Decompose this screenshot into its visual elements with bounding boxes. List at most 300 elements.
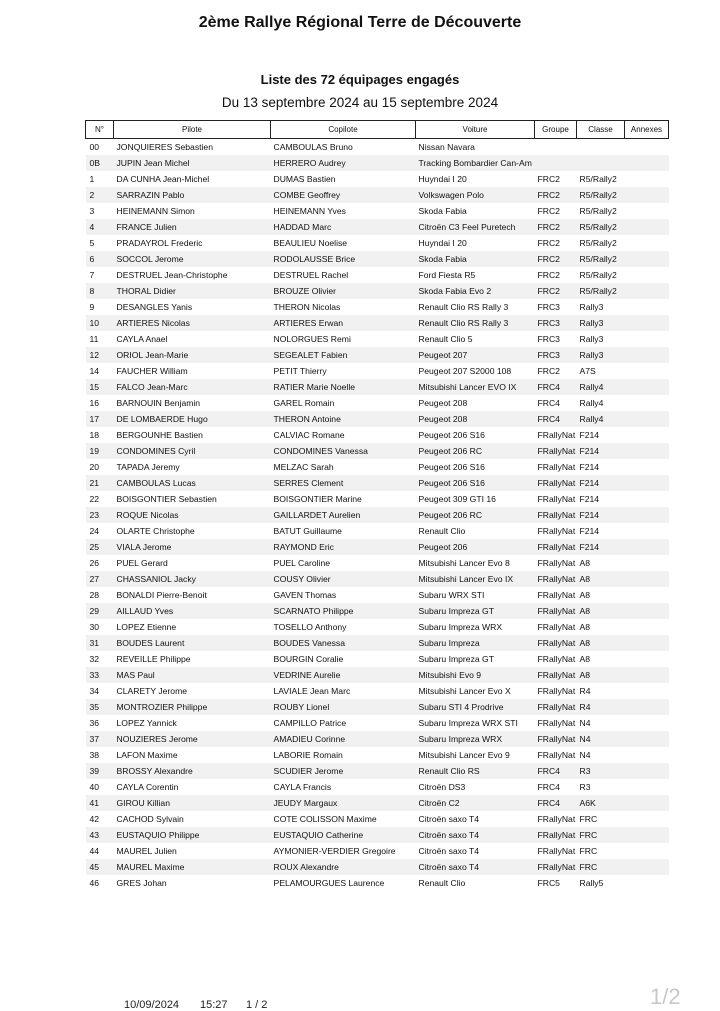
col-number-cell: 42 [89, 814, 100, 824]
col-class-cell [577, 155, 625, 171]
col-pilot-cell: BERGOUNHE Bastien [116, 430, 203, 440]
col-class-cell: A8 [577, 571, 625, 587]
col-class-cell: N4 [577, 731, 625, 747]
col-car-cell: Citroën DS3 [418, 782, 466, 792]
col-copilot-cell: RAYMOND Eric [271, 539, 416, 555]
col-annexes-cell [625, 283, 669, 299]
document-subtitle: Liste des 72 équipages engagés [260, 72, 460, 87]
col-car-cell: Peugeot 309 GTI 16 [418, 494, 496, 504]
table-row [86, 363, 669, 379]
col-annexes-cell [625, 603, 669, 619]
col-class-cell: Rally3 [579, 302, 604, 312]
col-annexes-header: Annexes [625, 121, 669, 139]
col-group-cell: FRallyNat [537, 622, 576, 632]
col-number-cell: 15 [86, 379, 114, 395]
col-copilot-cell: DUMAS Bastien [273, 174, 336, 184]
table-row [86, 555, 669, 571]
col-number-cell: 25 [86, 539, 114, 555]
table-row [86, 699, 669, 715]
col-class-cell: A6K [577, 795, 625, 811]
col-car-cell: Mitsubishi Lancer EVO IX [416, 379, 535, 395]
col-pilot-cell: JUPIN Jean Michel [114, 155, 271, 171]
col-number-cell: 39 [86, 763, 114, 779]
col-number-cell: 29 [86, 603, 114, 619]
table-row [86, 875, 669, 891]
col-number-cell: 6 [86, 251, 114, 267]
col-annexes-cell [625, 507, 669, 523]
col-class-cell: Rally4 [579, 398, 604, 408]
col-class-cell: R5/Rally2 [579, 270, 617, 280]
col-car-cell: Subaru Impreza GT [418, 654, 494, 664]
col-pilot-cell: DESTRUEL Jean-Christophe [116, 270, 228, 280]
col-annexes-cell [625, 523, 669, 539]
col-annexes-cell [625, 619, 669, 635]
col-number-cell: 2 [86, 187, 114, 203]
col-number-cell: 31 [86, 635, 114, 651]
col-annexes-cell [625, 875, 669, 891]
col-group-cell: FRallyNat [535, 571, 577, 587]
col-pilot-cell: SARRAZIN Pablo [114, 187, 271, 203]
col-number-cell: 24 [89, 526, 100, 536]
col-pilot-cell: FAUCHER William [116, 366, 188, 376]
col-annexes-cell [625, 683, 669, 699]
col-number-cell: 46 [89, 878, 100, 888]
col-pilot-cell: MAUREL Maxime [114, 859, 271, 875]
col-pilot-header: Pilote [114, 121, 271, 139]
col-number-cell: 22 [89, 494, 100, 504]
col-class-cell: A7S [579, 366, 596, 376]
col-group-cell: FRallyNat [537, 750, 576, 760]
col-group-cell: FRallyNat [535, 603, 577, 619]
col-annexes-cell [625, 379, 669, 395]
col-car-cell: Ford Fiesta R5 [418, 270, 476, 280]
col-group-cell: FRallyNat [537, 686, 576, 696]
table-row [86, 747, 669, 763]
col-annexes-cell [625, 139, 669, 156]
col-number-cell: 34 [89, 686, 100, 696]
col-pilot-cell: PRADAYROL Frederic [116, 238, 203, 248]
col-pilot-cell: FRANCE Julien [114, 219, 271, 235]
col-number-cell: 10 [86, 315, 114, 331]
col-annexes-cell [625, 475, 669, 491]
col-number-cell: 1 [89, 174, 95, 184]
col-pilot-cell: REVEILLE Philippe [116, 654, 191, 664]
col-number-cell: 23 [86, 507, 114, 523]
col-pilot-cell: HEINEMANN Simon [116, 206, 195, 216]
col-class-cell: FRC [579, 846, 598, 856]
entry-list-table [85, 120, 669, 891]
table-row [86, 619, 669, 635]
col-class-cell: F214 [577, 539, 625, 555]
col-pilot-cell: VIALA Jerome [114, 539, 271, 555]
col-annexes-cell [625, 187, 669, 203]
col-group-cell: FRC2 [537, 366, 560, 376]
col-pilot-cell: CAYLA Corentin [116, 782, 179, 792]
col-class-cell: A8 [577, 667, 625, 683]
col-class-cell: R5/Rally2 [577, 251, 625, 267]
col-pilot-cell: CHASSANIOL Jacky [114, 571, 271, 587]
col-pilot-cell: GIROU Killian [114, 795, 271, 811]
table-row [86, 763, 669, 779]
table-row [86, 507, 669, 523]
col-car-cell: Mitsubishi Lancer Evo 9 [418, 750, 510, 760]
col-pilot-cell: MAUREL Julien [116, 846, 177, 856]
table-row [86, 267, 669, 283]
col-copilot-cell: HEINEMANN Yves [273, 206, 346, 216]
col-annexes-cell [625, 203, 669, 219]
table-row [86, 427, 669, 443]
col-annexes-cell [625, 235, 669, 251]
table-row [86, 443, 669, 459]
col-group-cell: FRC2 [535, 251, 577, 267]
table-row [86, 203, 669, 219]
col-class-cell: Rally4 [577, 411, 625, 427]
table-row [86, 139, 669, 156]
col-car-cell: Renault Clio RS Rally 3 [416, 315, 535, 331]
col-annexes-cell [625, 411, 669, 427]
col-group-cell: FRallyNat [535, 443, 577, 459]
col-copilot-cell: BOISGONTIER Marine [273, 494, 362, 504]
table-row [86, 683, 669, 699]
col-class-cell: FRC [577, 859, 625, 875]
col-number-cell: 35 [86, 699, 114, 715]
col-car-cell: Peugeot 208 [416, 411, 535, 427]
col-pilot-cell: TAPADA Jeremy [116, 462, 180, 472]
col-group-cell: FRC3 [535, 315, 577, 331]
table-row [86, 155, 669, 171]
col-group-cell: FRC4 [537, 398, 560, 408]
col-class-cell: F214 [579, 494, 600, 504]
col-number-cell: 19 [86, 443, 114, 459]
col-car-cell: Peugeot 207 S2000 108 [418, 366, 512, 376]
col-class-cell: R5/Rally2 [579, 206, 617, 216]
col-annexes-cell [625, 779, 669, 795]
col-pilot-cell: BONALDI Pierre-Benoit [116, 590, 207, 600]
table-row [86, 827, 669, 843]
col-car-cell: Mitsubishi Lancer Evo IX [416, 571, 535, 587]
col-car-cell: Volkswagen Polo [416, 187, 535, 203]
col-group-cell: FRallyNat [537, 558, 576, 568]
col-car-cell: Subaru Impreza WRX STI [418, 718, 518, 728]
date-range: Du 13 septembre 2024 au 15 septembre 2024 [221, 95, 499, 110]
col-group-cell: FRallyNat [537, 494, 576, 504]
footer-time: 15:27 [200, 999, 228, 1011]
table-row [86, 187, 669, 203]
col-number-cell: 12 [86, 347, 114, 363]
col-group-cell: FRallyNat [537, 526, 576, 536]
col-pilot-cell: JONQUIERES Sebastien [116, 142, 213, 152]
col-group-cell: FRC2 [535, 219, 577, 235]
col-annexes-cell [625, 395, 669, 411]
col-group-cell: FRallyNat [537, 430, 576, 440]
col-copilot-cell: SCARNATO Philippe [271, 603, 416, 619]
col-group-cell: FRallyNat [537, 814, 576, 824]
col-number-cell: 11 [89, 334, 99, 344]
col-copilot-cell: BEAULIEU Noelise [273, 238, 348, 248]
col-pilot-cell: THORAL Didier [114, 283, 271, 299]
col-number-cell: 38 [89, 750, 100, 760]
table-row [86, 315, 669, 331]
col-pilot-cell: ROQUE Nicolas [114, 507, 271, 523]
col-group-cell: FRC4 [535, 763, 577, 779]
col-copilot-cell: EUSTAQUIO Catherine [271, 827, 416, 843]
col-number-cell: 41 [86, 795, 114, 811]
col-annexes-cell [625, 315, 669, 331]
col-car-cell: Peugeot 206 S16 [418, 430, 485, 440]
col-copilot-cell: GAREL Romain [273, 398, 335, 408]
table-row [86, 731, 669, 747]
col-copilot-cell: BROUZE Olivier [271, 283, 416, 299]
col-annexes-cell [625, 587, 669, 603]
col-pilot-cell: DE LOMBAERDE Hugo [114, 411, 271, 427]
col-copilot-cell: CAMPILLO Patrice [273, 718, 347, 728]
col-annexes-cell [625, 795, 669, 811]
col-copilot-cell: DESTRUEL Rachel [273, 270, 349, 280]
document-title: 2ème Rallye Régional Terre de Découverte [198, 14, 522, 31]
col-pilot-cell: SOCCOL Jerome [114, 251, 271, 267]
col-group-cell: FRallyNat [537, 846, 576, 856]
col-class-cell: A8 [577, 603, 625, 619]
col-number-cell: 4 [86, 219, 114, 235]
col-class-cell: R5/Rally2 [577, 187, 625, 203]
col-pilot-cell: EUSTAQUIO Philippe [114, 827, 271, 843]
col-car-cell: Peugeot 208 [418, 398, 468, 408]
table-row [86, 379, 669, 395]
col-car-cell: Skoda Fabia [418, 206, 467, 216]
col-car-cell: Renault Clio RS Rally 3 [418, 302, 509, 312]
col-copilot-cell: NOLORGUES Remi [273, 334, 351, 344]
col-pilot-cell: BROSSY Alexandre [114, 763, 271, 779]
col-copilot-cell: BOURGIN Coralie [273, 654, 344, 664]
col-number-cell: 37 [86, 731, 114, 747]
col-group-cell: FRC3 [535, 347, 577, 363]
col-copilot-cell: AYMONIER-VERDIER Gregoire [273, 846, 396, 856]
table-row [86, 667, 669, 683]
col-copilot-cell: MELZAC Sarah [273, 462, 334, 472]
col-class-cell: R4 [579, 686, 591, 696]
col-group-cell: FRallyNat [535, 699, 577, 715]
table-row [86, 219, 669, 235]
col-class-cell: N4 [579, 718, 591, 728]
col-annexes-cell [625, 731, 669, 747]
col-group-cell: FRC2 [537, 206, 560, 216]
col-class-cell: F214 [577, 475, 625, 491]
col-copilot-cell: THERON Nicolas [273, 302, 341, 312]
table-row [86, 587, 669, 603]
col-number-cell: 21 [86, 475, 114, 491]
col-class-cell: A8 [579, 558, 591, 568]
col-group-cell: FRallyNat [537, 654, 576, 664]
col-car-cell: Renault Clio [418, 878, 466, 888]
col-copilot-cell: SCUDIER Jerome [271, 763, 416, 779]
col-copilot-cell: AMADIEU Corinne [271, 731, 416, 747]
table-row [86, 571, 669, 587]
col-class-cell: A8 [579, 654, 591, 664]
table-row [86, 811, 669, 827]
col-annexes-cell [625, 443, 669, 459]
col-car-cell: Citroën saxo T4 [418, 846, 480, 856]
col-annexes-cell [625, 267, 669, 283]
col-class-cell: R3 [579, 782, 591, 792]
col-group-cell: FRC4 [535, 411, 577, 427]
col-pilot-cell: BOUDES Laurent [114, 635, 271, 651]
table-row [86, 347, 669, 363]
col-copilot-cell: CAYLA Francis [273, 782, 332, 792]
col-group-cell: FRC4 [537, 782, 560, 792]
table-row [86, 475, 669, 491]
col-number-cell: 45 [86, 859, 114, 875]
col-car-cell: Renault Clio 5 [418, 334, 473, 344]
col-car-cell: Peugeot 206 RC [416, 443, 535, 459]
table-row [86, 235, 669, 251]
col-class-cell: Rally4 [577, 379, 625, 395]
table-row [86, 395, 669, 411]
col-annexes-cell [625, 347, 669, 363]
col-copilot-cell: GAVEN Thomas [273, 590, 337, 600]
col-pilot-cell: ARTIERES Nicolas [114, 315, 271, 331]
col-class-cell: A8 [577, 635, 625, 651]
col-copilot-cell: LABORIE Romain [273, 750, 343, 760]
col-copilot-cell: COTE COLISSON Maxime [273, 814, 377, 824]
col-group-cell: FRC2 [537, 174, 560, 184]
col-copilot-cell: JEUDY Margaux [271, 795, 416, 811]
col-car-cell: Huyndai I 20 [418, 174, 467, 184]
col-group-cell [535, 139, 577, 156]
col-pilot-cell: LOPEZ Yannick [116, 718, 177, 728]
col-group-cell [535, 155, 577, 171]
col-car-cell: Peugeot 206 S16 [416, 475, 535, 491]
col-number-cell: 30 [89, 622, 100, 632]
col-copilot-cell: THERON Antoine [271, 411, 416, 427]
col-group-cell: FRallyNat [535, 475, 577, 491]
col-pilot-cell: GRES Johan [116, 878, 167, 888]
col-car-cell: Peugeot 206 S16 [418, 462, 485, 472]
table-row [86, 459, 669, 475]
col-copilot-cell: GAILLARDET Aurelien [271, 507, 416, 523]
col-group-cell: FRallyNat [537, 590, 576, 600]
col-pilot-cell: BOISGONTIER Sebastien [116, 494, 217, 504]
col-car-cell: Citroën saxo T4 [416, 859, 535, 875]
col-car-cell: Subaru Impreza [416, 635, 535, 651]
col-copilot-cell: HERRERO Audrey [271, 155, 416, 171]
col-number-cell: 9 [89, 302, 95, 312]
col-group-cell: FRC2 [535, 283, 577, 299]
col-car-cell: Renault Clio [418, 526, 466, 536]
col-number-cell: 36 [89, 718, 100, 728]
col-class-cell: F214 [579, 430, 600, 440]
col-annexes-cell [625, 763, 669, 779]
col-class-cell: Rally5 [579, 878, 604, 888]
col-annexes-cell [625, 715, 669, 731]
col-annexes-cell [625, 747, 669, 763]
col-copilot-cell: ROUBY Lionel [271, 699, 416, 715]
table-row [86, 603, 669, 619]
col-number-header: N° [86, 121, 114, 139]
col-car-cell: Subaru Impreza WRX [416, 731, 535, 747]
page-indicator: 1/2 [650, 984, 681, 1009]
col-class-header: Classe [577, 121, 625, 139]
col-class-cell: R5/Rally2 [579, 238, 617, 248]
col-pilot-cell: OLARTE Christophe [116, 526, 195, 536]
table-row [86, 171, 669, 187]
col-annexes-cell [625, 171, 669, 187]
col-class-cell: F214 [577, 443, 625, 459]
col-class-cell: R5/Rally2 [579, 174, 617, 184]
col-annexes-cell [625, 859, 669, 875]
col-class-cell: A8 [579, 590, 591, 600]
col-annexes-cell [625, 539, 669, 555]
table-row [86, 843, 669, 859]
table-body [86, 139, 669, 892]
col-annexes-cell [625, 699, 669, 715]
col-class-cell: N4 [579, 750, 591, 760]
col-annexes-cell [625, 219, 669, 235]
col-number-cell: 18 [89, 430, 100, 440]
col-group-cell: FRallyNat [535, 539, 577, 555]
col-number-cell: 32 [89, 654, 100, 664]
col-copilot-cell: COUSY Olivier [271, 571, 416, 587]
col-number-cell: 27 [86, 571, 114, 587]
col-number-cell: 00 [89, 142, 100, 152]
col-annexes-cell [625, 331, 669, 347]
col-class-cell: R5/Rally2 [577, 219, 625, 235]
table-row [86, 539, 669, 555]
col-copilot-cell: CONDOMINES Vanessa [271, 443, 416, 459]
col-car-cell: Citroën C2 [416, 795, 535, 811]
col-pilot-cell: LAFON Maxime [116, 750, 178, 760]
col-car-cell: Tracking Bombardier Can-Am [416, 155, 535, 171]
col-copilot-cell: PUEL Caroline [273, 558, 331, 568]
col-annexes-cell [625, 459, 669, 475]
col-number-cell: 0B [86, 155, 114, 171]
col-copilot-cell: RATIER Marie Noelle [271, 379, 416, 395]
col-annexes-cell [625, 427, 669, 443]
col-copilot-header: Copilote [271, 121, 416, 139]
col-annexes-cell [625, 251, 669, 267]
col-annexes-cell [625, 299, 669, 315]
table-row [86, 779, 669, 795]
col-copilot-cell: SEGEALET Fabien [271, 347, 416, 363]
col-class-cell: R5/Rally2 [577, 283, 625, 299]
col-car-cell: Peugeot 206 [416, 539, 535, 555]
col-group-cell: FRC2 [537, 270, 560, 280]
col-copilot-cell: LAVIALE Jean Marc [273, 686, 351, 696]
col-group-cell: FRC4 [535, 379, 577, 395]
table-row [86, 491, 669, 507]
col-class-cell [577, 139, 625, 156]
table-row [86, 299, 669, 315]
col-pilot-cell: DESANGLES Yanis [116, 302, 193, 312]
col-class-cell: R4 [577, 699, 625, 715]
col-car-cell: Peugeot 206 RC [416, 507, 535, 523]
col-copilot-cell: HADDAD Marc [271, 219, 416, 235]
col-copilot-cell: ARTIERES Erwan [271, 315, 416, 331]
col-car-cell: Skoda Fabia [416, 251, 535, 267]
col-group-cell: FRallyNat [535, 667, 577, 683]
col-group-cell: FRallyNat [535, 859, 577, 875]
col-number-cell: 14 [89, 366, 100, 376]
col-pilot-cell: LOPEZ Etienne [116, 622, 177, 632]
col-number-cell: 5 [89, 238, 95, 248]
col-annexes-cell [625, 811, 669, 827]
col-copilot-cell: COMBE Geoffrey [271, 187, 416, 203]
col-car-cell: Subaru Impreza GT [416, 603, 535, 619]
col-class-cell: FRC [577, 827, 625, 843]
col-annexes-cell [625, 363, 669, 379]
col-car-cell: Subaru Impreza WRX [418, 622, 503, 632]
col-car-cell: Mitsubishi Evo 9 [416, 667, 535, 683]
col-number-cell: 17 [86, 411, 114, 427]
